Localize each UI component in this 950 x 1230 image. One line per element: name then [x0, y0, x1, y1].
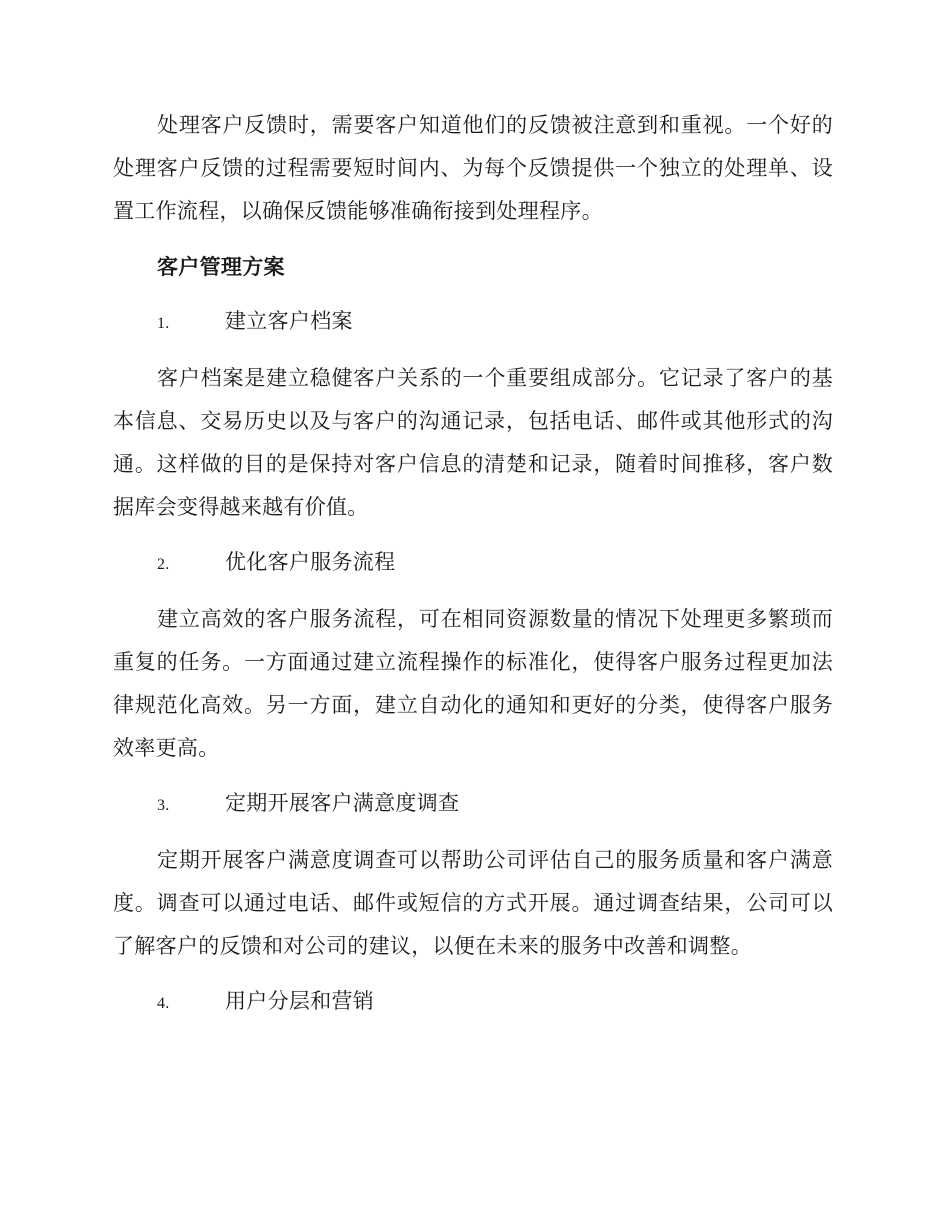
list-item-body: 建立高效的客户服务流程，可在相同资源数量的情况下处理更多繁琐而重复的任务。一方面通过建立流程操作的标准化，使得客户服务过程更加法律规范化高效。另一方面，建立自动化的通知和更好的分类，使得客户服务效率更高。	[113, 607, 833, 760]
list-item-number: 3.	[157, 797, 170, 814]
list-item-4	[157, 980, 833, 1025]
list-item-number: 2.	[157, 556, 170, 573]
list-item-number: 1.	[157, 315, 170, 332]
list-item-3	[157, 782, 833, 827]
list-item-body: 客户档案是建立稳健客户关系的一个重要组成部分。它记录了客户的基本信息、交易历史以及与客户的沟通记录，包括电话、邮件或其他形式的沟通。这样做的目的是保持对客户信息的清楚和记录，随着时间推移，客户数据库会变得越来越有价值。	[113, 366, 833, 519]
list-item-number: 4.	[157, 995, 170, 1012]
list-item-title: 优化客户服务流程	[225, 550, 396, 574]
section-heading: 客户管理方案	[157, 254, 285, 279]
document-content	[113, 104, 833, 1037]
list-item-body: 定期开展客户满意度调查可以帮助公司评估自己的服务质量和客户满意度。调查可以通过电话、邮件或短信的方式开展。通过调查结果，公司可以了解客户的反馈和对公司的建议，以便在未来的服务中改善和调整。	[113, 848, 833, 958]
intro-paragraph: 处理客户反馈时，需要客户知道他们的反馈被注意到和重视。一个好的处理客户反馈的过程需要短时间内、为每个反馈提供一个独立的处理单、设置工作流程，以确保反馈能够准确衔接到处理程序。	[113, 113, 833, 223]
list-item-title: 定期开展客户满意度调查	[225, 791, 460, 815]
list-item-1	[157, 300, 833, 345]
list-item-title: 建立客户档案	[225, 309, 353, 333]
list-item-2	[157, 541, 833, 586]
list-item-title: 用户分层和营销	[225, 989, 375, 1013]
